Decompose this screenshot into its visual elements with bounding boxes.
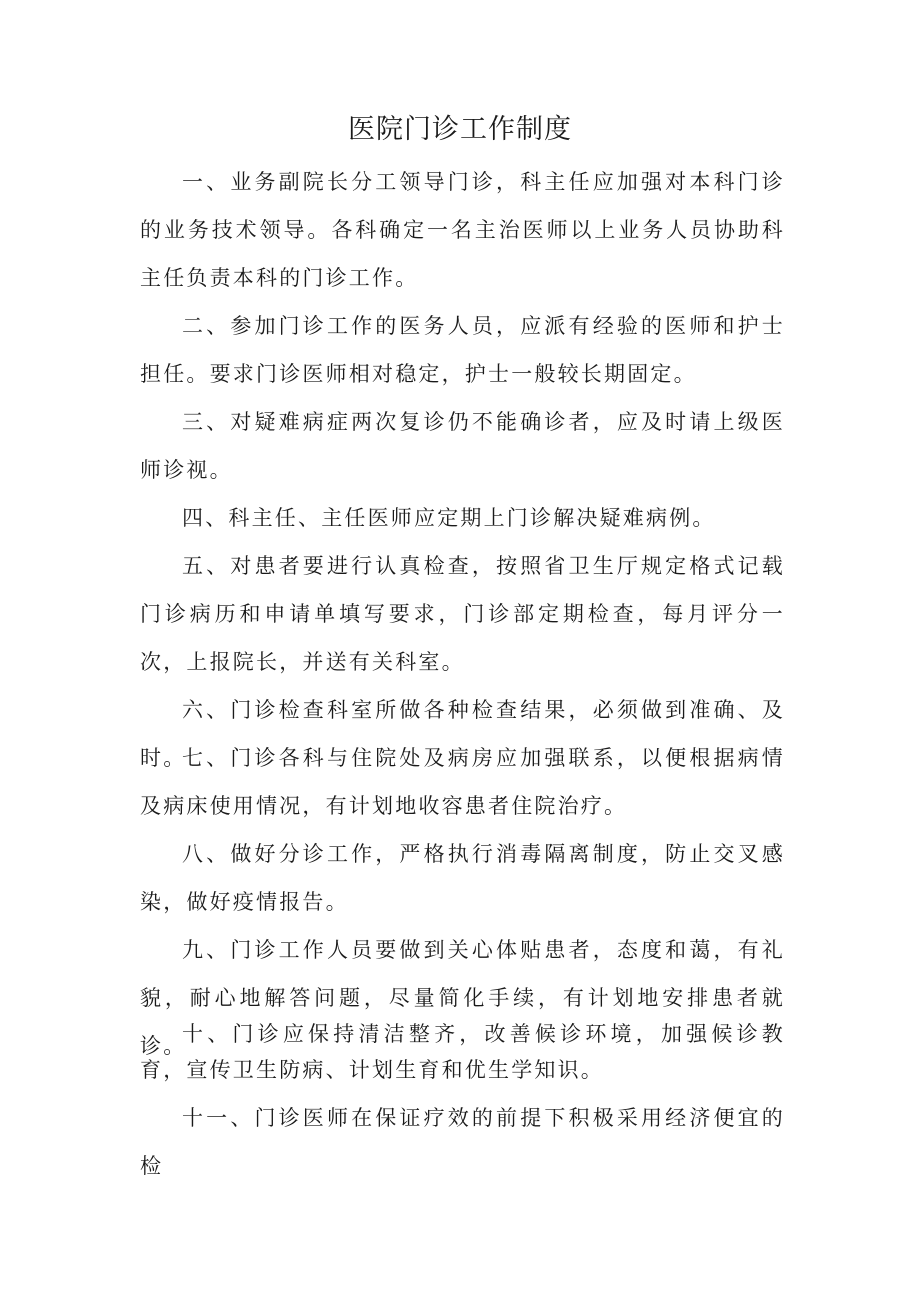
paragraph-1: 一、业务副院长分工领导门诊，科主任应加强对本科门诊的业务技术领导。各科确定一名主治医师以上业务人员协助科主任负责本科的门诊工作。 xyxy=(140,170,785,290)
paragraph-3: 三、对疑难病症两次复诊仍不能确诊者，应及时请上级医师诊视。 xyxy=(140,410,785,482)
paragraph-5: 五、对患者要进行认真检查，按照省卫生厅规定格式记载门诊病历和申请单填写要求，门诊部定期检查，每月评分一次，上报院长，并送有关科室。 xyxy=(140,554,785,674)
document-title: 医院门诊工作制度 xyxy=(348,114,572,145)
paragraph-9: 九、门诊工作人员要做到关心体贴患者，态度和蔼，有礼貌，耐心地解答问题，尽量简化手续，有计划地安排患者就诊。 xyxy=(140,938,785,1058)
paragraph-10: 十、门诊应保持清洁整齐，改善候诊环境，加强候诊教育，宣传卫生防病、计划生育和优生学知识。 xyxy=(140,1022,785,1082)
paragraph-7: 七、门诊各科与住院处及病房应加强联系，以便根据病情及病床使用情况，有计划地收容患者住院治疗。 xyxy=(140,746,785,818)
paragraph-6: 六、门诊检查科室所做各种检查结果，必须做到准确、及时。 xyxy=(140,698,785,770)
paragraph-4: 四、科主任、主任医师应定期上门诊解决疑难病例。 xyxy=(182,506,716,530)
paragraph-8: 八、做好分诊工作，严格执行消毒隔离制度，防止交叉感染，做好疫情报告。 xyxy=(140,842,785,914)
paragraph-2: 二、参加门诊工作的医务人员，应派有经验的医师和护士担任。要求门诊医师相对稳定，护士一般较长期固定。 xyxy=(140,314,785,386)
paragraph-11: 十一、门诊医师在保证疗效的前提下积极采用经济便宜的检 xyxy=(140,1106,785,1178)
